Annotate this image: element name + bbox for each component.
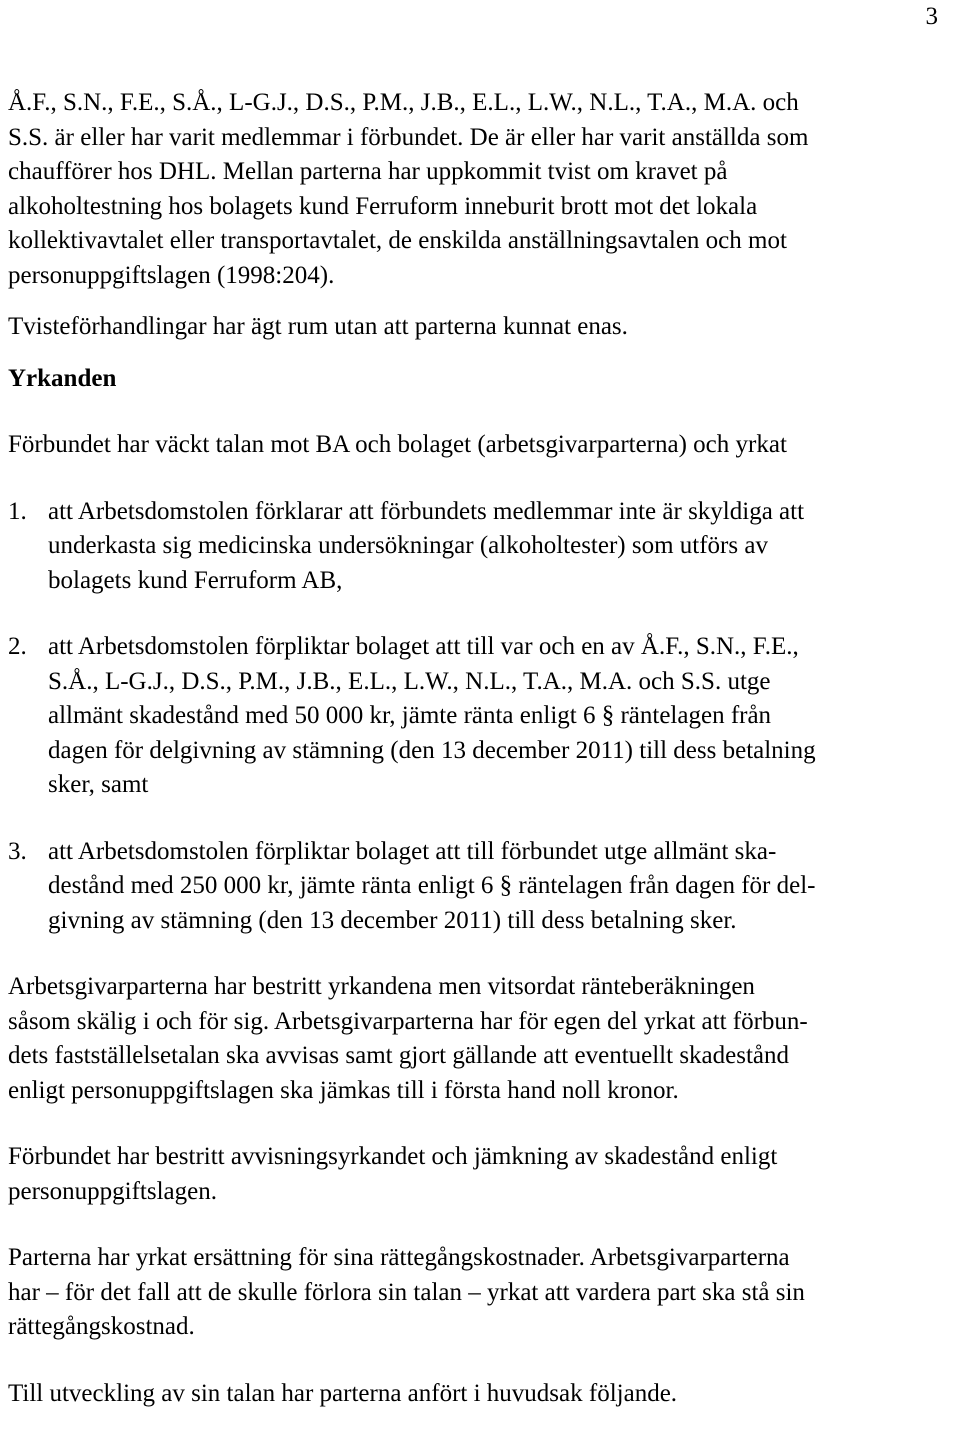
- claim-number: 2.: [8, 633, 27, 660]
- claim-item-1: [8, 495, 958, 599]
- claim-text: att Arbetsdomstolen förpliktar bolaget att till var och en av Å.F., S.N., F.E., S.Å., L-G.J., D.S., P.M., J.B., E.L., L.W., N.L., T.A., M.A. och S.S. utge allmänt skadestånd med 50 000 kr, jämte ränta enligt 6 § räntelagen från dagen för delgivning av stämning (den 13 december 2011) till dess betalning sker, samt: [48, 633, 816, 798]
- claim-item-2: [8, 630, 958, 803]
- costs-paragraph: Parterna har yrkat ersättning för sina rättegångskostnader. Arbetsgivarparterna har – för det fall att de skulle förlora sin talan – yrkat att vardera part ska stå sin rättegångskostnad.: [8, 1244, 805, 1340]
- claim-number: 1.: [8, 497, 27, 525]
- document-body: [8, 86, 958, 1411]
- claims-intro-paragraph: Förbundet har väckt talan mot BA och bolaget (arbetsgivarparterna) och yrkat: [8, 431, 787, 458]
- negotiations-paragraph: Tvisteförhandlingar har ägt rum utan att parterna kunnat enas.: [8, 313, 628, 340]
- intro-paragraph: Å.F., S.N., F.E., S.Å., L-G.J., D.S., P.M., J.B., E.L., L.W., N.L., T.A., M.A. och S.S. är eller har varit medlemmar i förbundet. De är eller har varit anställda som chaufförer hos DHL. Mellan parterna har uppkommit tvist om kravet på alkoholtestning hos bolagets kund Ferruform inneburit brott mot det lokala kollektivavtalet eller transportavtalet, de enskilda anställningsavtalen och mot personuppgiftslagen (1998:204).: [8, 89, 809, 289]
- closing-paragraph: Till utveckling av sin talan har parterna anfört i huvudsak följande.: [8, 1379, 678, 1407]
- employer-response-paragraph: Arbetsgivarparterna har bestritt yrkandena men vitsordat ränteberäkningen såsom skälig i och för sig. Arbetsgivarparterna har för egen del yrkat att förbun- dets fastställelsetalan ska avvisas samt gjort gällande att eventuellt skadestånd enligt personuppgiftslagen ska jämkas till i första hand noll kronor.: [8, 973, 808, 1104]
- claim-number: 3.: [8, 837, 27, 865]
- claim-item-3: [8, 835, 958, 939]
- union-response-paragraph: Förbundet har bestritt avvisningsyrkandet och jämkning av skadestånd enligt personuppgiftslagen.: [8, 1143, 778, 1205]
- claim-text: att Arbetsdomstolen förpliktar bolaget att till förbundet utge allmänt ska- destånd med 250 000 kr, jämte ränta enligt 6 § räntelagen från dagen för del- givning av stämning (den 13 december 2011) till dess betalning sker.: [48, 837, 816, 934]
- claim-text: att Arbetsdomstolen förklarar att förbundets medlemmar inte är skyldiga att underkasta sig medicinska undersökningar (alkoholtester) som utförs av bolagets kund Ferruform AB,: [48, 497, 805, 594]
- section-heading: Yrkanden: [8, 364, 117, 392]
- page-number: 3: [925, 3, 938, 30]
